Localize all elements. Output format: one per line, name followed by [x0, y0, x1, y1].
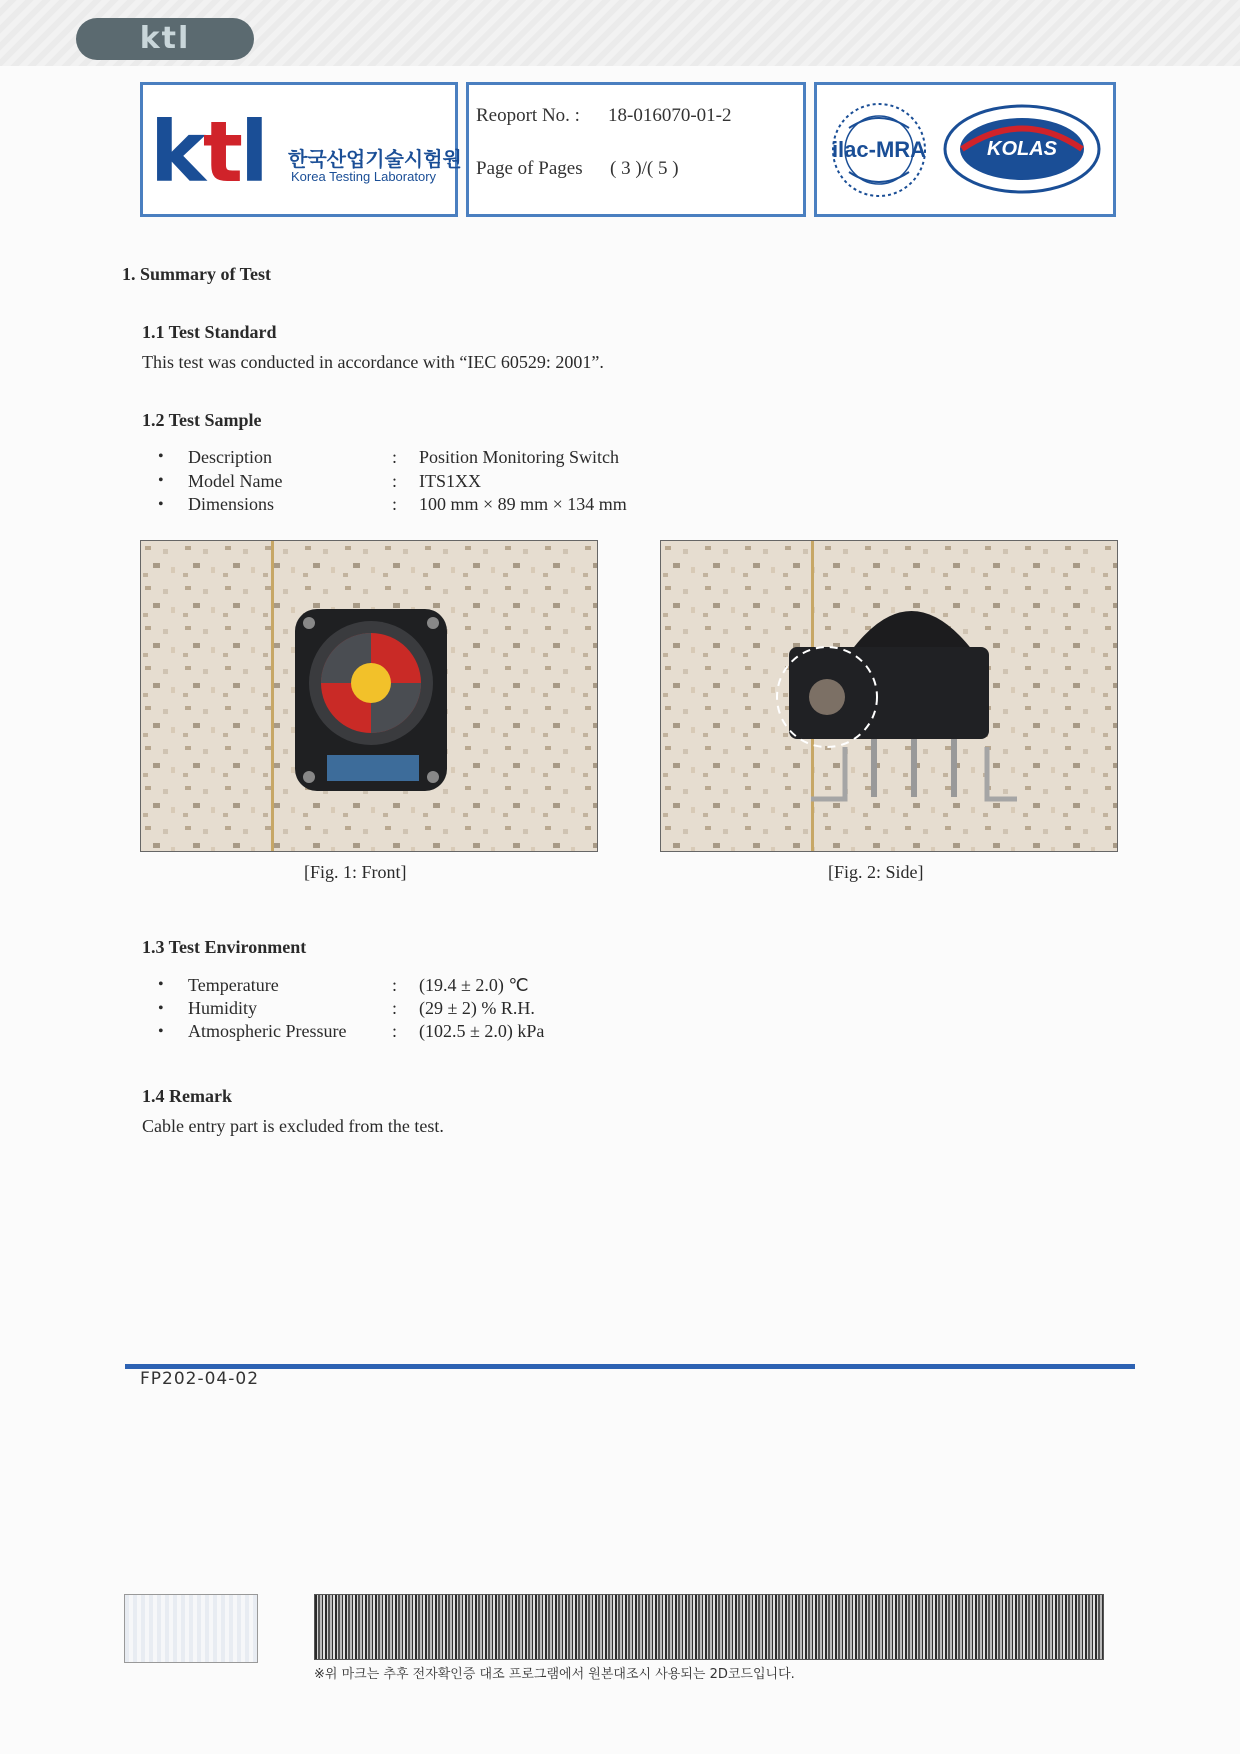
environment-value: (29 ± 2) % R.H.: [419, 998, 535, 1018]
form-number: FP202-04-02: [140, 1369, 260, 1389]
report-no-label: Reoport No. :: [476, 105, 580, 126]
figure-front-photo: [140, 540, 598, 852]
environment-value: (102.5 ± 2.0) kPa: [419, 1021, 545, 1041]
figure-side-photo: [660, 540, 1118, 852]
environment-label: Temperature: [188, 975, 279, 995]
remark-text: Cable entry part is excluded from the test.: [142, 1116, 444, 1136]
ktl-logo: ktl: [150, 103, 266, 201]
barcode-note: ※위 마크는 추후 전자확인증 대조 프로그램에서 원본대조시 사용되는 2D코드입니다.: [314, 1667, 795, 1682]
section-title: 1. Summary of Test: [122, 264, 272, 284]
environment-label: Humidity: [188, 998, 258, 1018]
colon: :: [392, 471, 398, 491]
figure-front-caption: [Fig. 1: Front]: [304, 862, 407, 882]
org-name-english: Korea Testing Laboratory: [291, 169, 437, 184]
org-name-korean: 한국산업기술시험원: [288, 147, 462, 171]
2d-barcode: [314, 1594, 1104, 1660]
bullet: •: [158, 1000, 164, 1017]
test-environment-heading: 1.3 Test Environment: [142, 937, 307, 957]
sample-value: Position Monitoring Switch: [419, 447, 620, 467]
bullet: •: [158, 1023, 164, 1040]
colon: :: [392, 494, 398, 514]
sample-label: Dimensions: [188, 494, 275, 514]
report-info-box: [466, 82, 806, 217]
kolas-logo: KOLAS: [987, 138, 1057, 160]
bullet: •: [158, 472, 164, 489]
sample-value: 100 mm × 89 mm × 134 mm: [419, 494, 627, 514]
environment-value: (19.4 ± 2.0) ℃: [419, 975, 529, 995]
ilac-mra-logo: ilac-MRA: [831, 137, 927, 162]
bullet: •: [158, 448, 164, 465]
sample-value: ITS1XX: [419, 471, 481, 491]
remark-heading: 1.4 Remark: [142, 1086, 232, 1106]
test-standard-text: This test was conducted in accordance with “IEC 60529: 2001”.: [142, 352, 604, 372]
colon: :: [392, 975, 398, 995]
test-standard-heading: 1.1 Test Standard: [142, 322, 277, 342]
footer-rule: [125, 1364, 1135, 1369]
figure-side-caption: [Fig. 2: Side]: [828, 862, 924, 882]
page-label: Page of Pages: [476, 158, 583, 179]
sample-label: Model Name: [188, 471, 283, 491]
environment-label: Atmospheric Pressure: [188, 1021, 347, 1041]
colon: :: [392, 998, 398, 1018]
colon: :: [392, 1021, 398, 1041]
test-sample-heading: 1.2 Test Sample: [142, 410, 262, 430]
colon: :: [392, 447, 398, 467]
top-ktl-logo: ktl: [76, 18, 254, 60]
bullet: •: [158, 976, 164, 993]
sample-label: Description: [188, 447, 272, 467]
verification-code-box: [124, 1594, 258, 1663]
page-of-pages: ( 3 )/( 5 ): [610, 158, 679, 179]
report-no: 18-016070-01-2: [608, 105, 732, 126]
bullet: •: [158, 496, 164, 513]
